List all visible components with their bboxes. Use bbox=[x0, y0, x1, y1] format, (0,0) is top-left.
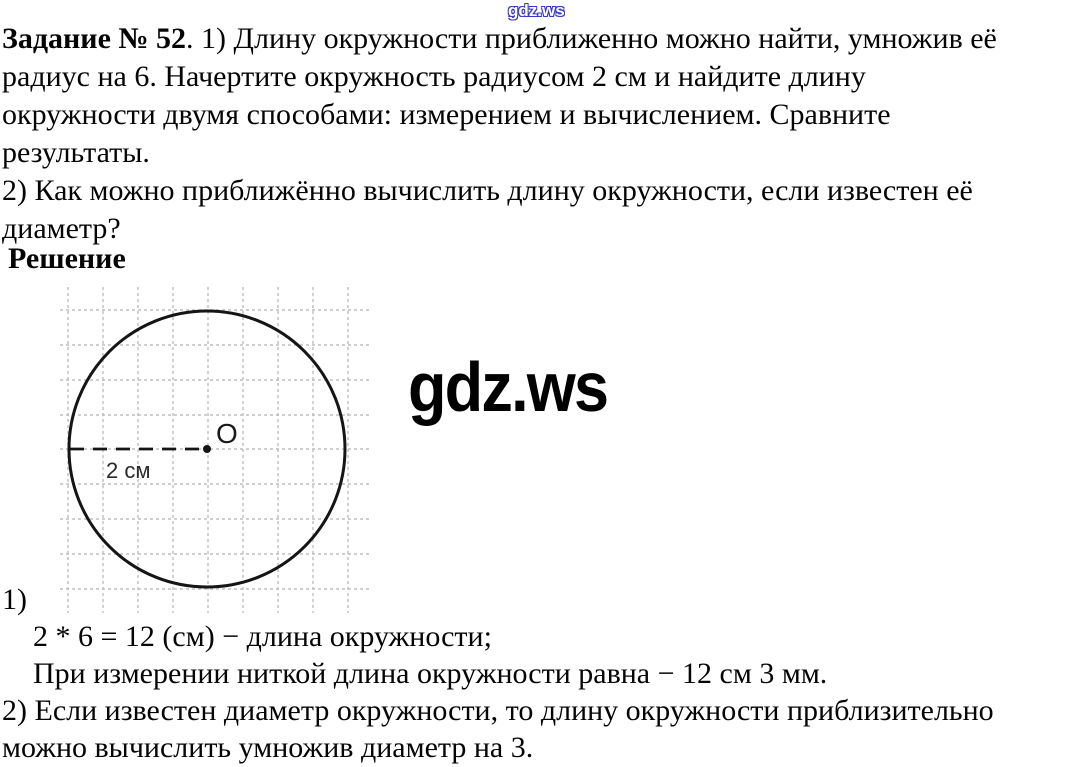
problem-line: радиус на 6. Начертите окружность радиусом 2 см и найдите длину bbox=[2, 60, 866, 93]
answer-item1-calculation: 2 * 6 = 12 (см) − длина окружности; bbox=[33, 620, 492, 653]
solution-answers bbox=[2, 581, 994, 766]
problem-line: диаметр? bbox=[2, 212, 121, 245]
circle-diagram bbox=[60, 285, 372, 615]
problem-line: 2) Как можно приближённо вычислить длину окружности, если известен её bbox=[2, 174, 973, 207]
radius-length-label: 2 см bbox=[106, 458, 151, 483]
answer-item2-line: 2) Если известен диаметр окружности, то длину окружности приблизительно bbox=[2, 694, 994, 727]
solution-heading: Решение bbox=[8, 242, 126, 275]
gdz-logo-top-watermark: gdz.ws bbox=[508, 1, 565, 20]
gdz-watermark-large: gdz.ws bbox=[408, 348, 608, 426]
problem-line: результаты. bbox=[2, 136, 150, 169]
center-point-dot bbox=[203, 445, 211, 453]
center-point-label: O bbox=[216, 418, 238, 449]
answer-item2-line: можно вычислить умножив диаметр на 3. bbox=[2, 731, 534, 764]
answer-item1-measurement: При измерении ниткой длина окружности равна − 12 см 3 мм. bbox=[33, 657, 828, 690]
problem-line bbox=[2, 20, 997, 58]
task-number-label: Задание № 52 bbox=[2, 22, 187, 55]
problem-statement bbox=[2, 20, 997, 248]
problem-line: окружности двумя способами: измерением и вычислением. Сравните bbox=[2, 98, 891, 131]
answer-item1-marker: 1) bbox=[2, 583, 27, 616]
problem-line-text: . 1) Длину окружности приближенно можно найти, умножив её bbox=[186, 22, 997, 55]
